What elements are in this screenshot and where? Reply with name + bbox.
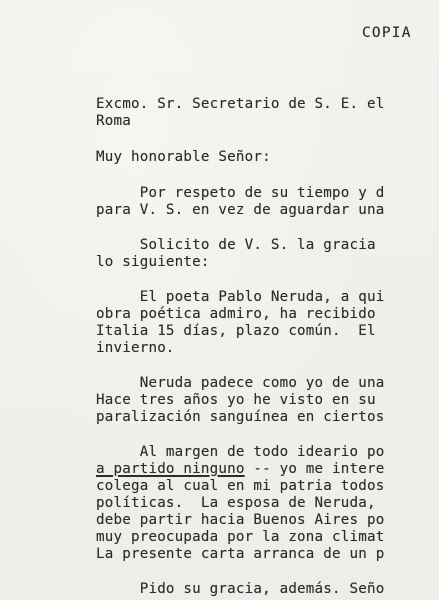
paragraph-4-line-2: Hace tres años yo he visto en su [96,392,376,408]
paragraph-5-line-6: muy preocupada por la zona climat [96,529,385,545]
paragraph-2-line-1: Solicito de V. S. la gracia [96,237,376,253]
paragraph-4-line-3: paralización sanguínea en ciertos [96,409,385,425]
paragraph-2-line-2: lo siguiente: [96,254,210,270]
paragraph-5-line-2 [96,461,384,477]
addressee-line-2: Roma [96,113,131,129]
paragraph-3-line-1: El poeta Pablo Neruda, a qui [96,289,385,305]
paragraph-1-line-1: Por respeto de su tiempo y d [96,185,385,201]
paragraph-3-line-3: Italia 15 días, plazo común. El [96,323,376,339]
paragraph-5-line-3: colega al cual en mi patria todos [96,478,385,494]
copy-stamp: COPIA [362,25,412,41]
paragraph-5-line-5: debe partir hacia Buenos Aires po [96,512,385,528]
paragraph-5-line-2-rest: -- yo me intere [244,461,385,477]
underlined-phrase: a partido ninguno [96,461,245,477]
salutation: Muy honorable Señor: [96,149,271,165]
paragraph-1-line-2: para V. S. en vez de aguardar una [96,202,385,218]
paragraph-5-line-4: políticas. La esposa de Neruda, [96,495,376,511]
paragraph-3-line-4: invierno. [96,340,175,356]
addressee-line-1: Excmo. Sr. Secretario de S. E. el [96,96,385,112]
paragraph-5-line-7: La presente carta arranca de un p [96,546,385,562]
paragraph-4-line-1: Neruda padece como yo de una [96,375,385,391]
paragraph-3-line-2: obra poética admiro, ha recibido [96,306,376,322]
paragraph-5-line-1: Al margen de todo ideario po [96,444,385,460]
paragraph-6-line-1: Pido su gracia, además. Seño [96,581,385,597]
